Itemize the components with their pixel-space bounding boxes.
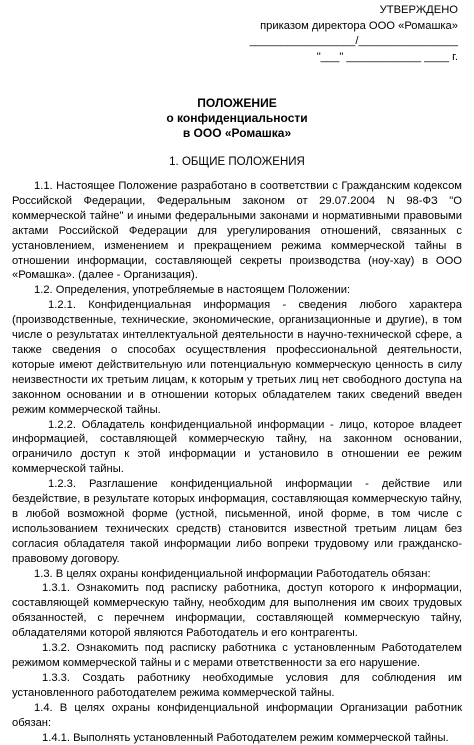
paragraph-1-4-1: 1.4.1. Выполнять установленный Работодателем режим коммерческой тайны. [42,731,449,744]
paragraph-1-3: 1.3. В целях охраны конфиденциальной информации Работодатель обязан: [34,567,431,580]
paragraph-1-2-3: 1.2.3. Разглашение конфиденциальной информации - действие или бездействие, в результате которых информация, составляющая коммерческую тайну, в любой возможной форме (устной, письменной, иной форме, в том числе с использованием технических средств) становится известной третьим лицам без согласия обладателя такой информации либо вопреки трудовому или гражданско-правовому договору. [12,478,462,565]
order-reference: приказом директора ООО «Ромашка» [260,19,458,32]
approval-block [250,3,458,65]
paragraph-1-3-3: 1.3.3. Создать работнику необходимые условия для соблюдения им установленного работодателем режима коммерческой тайны. [12,671,462,699]
paragraph-1-2-1: 1.2.1. Конфиденциальная информация - сведения любого характера (производственные, технические, экономические, организационные и другие), в том числе о результатах интеллектуальной деятельности в научно-технической сфере, а также сведения о способах осуществления профессиональной деятельности, которые имеют действительную или потенциальную коммерческую ценность в силу неизвестности их третьим лицам, к которым у третьих лиц нет свободного доступа на законном основании и в отношении которых обладателем таких сведений введен режим коммерческой тайны. [12,299,462,416]
paragraph-1-3-1: 1.3.1. Ознакомить под расписку работника, доступ которого к информации, составляющей коммерческую тайну, необходим для выполнения им своих трудовых обязанностей, с перечнем информации, составляющей коммерческую тайну, обладателями которой являются Работодатель и его контрагенты. [12,582,462,640]
title-line-1: ПОЛОЖЕНИЕ [197,96,277,110]
title-line-2: о конфиденциальности [166,111,308,125]
paragraph-1-2: 1.2. Определения, употребляемые в настоящем Положении: [34,284,351,297]
title-line-3: в ООО «Ромашка» [182,126,292,140]
paragraph-1-4: 1.4. В целях охраны конфиденциальной информации Организации работник обязан: [12,701,462,729]
paragraph-1-2-2: 1.2.2. Обладатель конфиденциальной информации - лицо, которое владеет информацией, составляющей коммерческую тайну, на законном основании, ограничило доступ к этой информации и установило в отношении ее режим коммерческой тайны. [12,418,462,476]
paragraph-1-3-2: 1.3.2. Ознакомить под расписку работника с установленным Работодателем режимом коммерческой тайны и с мерами ответственности за его нарушение. [12,642,462,669]
date-line: "___" ____________ ____ г. [316,50,458,63]
signature-line: _________________/________________ [249,35,458,47]
document-body [12,179,462,745]
paragraph-1-1: 1.1. Настоящее Положение разработано в соответствии с Гражданским кодексом Российской Федерации, Федеральным законом от 29.07.2004 N 98-ФЗ "О коммерческой тайне" и иными федеральными законами и нормативными правовыми актами Российской Федерации для урегулирования отношений, связанных с установлением, изменением и прекращением режима коммерческой тайны в отношении информации, составляющей секреты производства (ноу-хау) в ООО «Ромашка». (далее - Организация). [12,180,462,282]
section-heading: 1. ОБЩИЕ ПОЛОЖЕНИЯ [169,156,305,168]
document-title [0,96,474,141]
approved-label: УТВЕРЖДЕНО [379,4,458,16]
